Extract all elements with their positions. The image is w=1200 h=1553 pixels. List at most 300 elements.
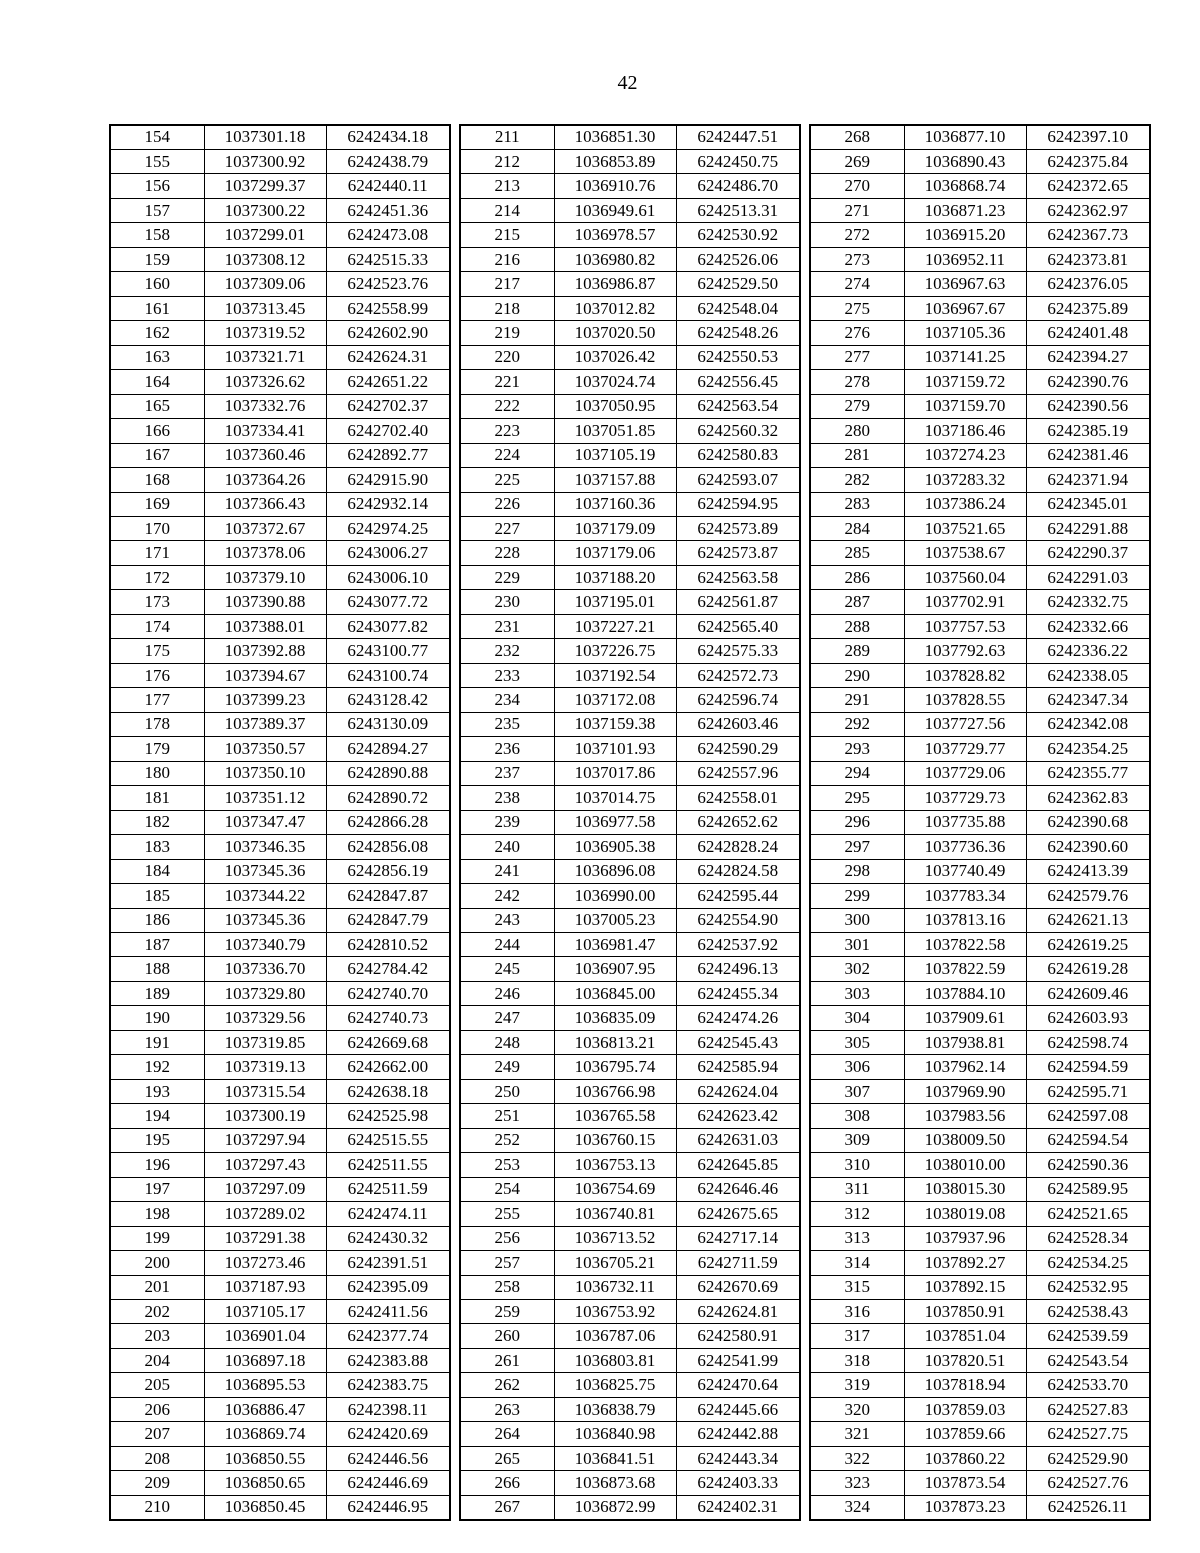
table-row — [810, 1300, 1150, 1324]
point-number-cell: 182 — [110, 810, 204, 834]
point-number-cell: 277 — [810, 345, 904, 369]
x-coordinate-cell: 1037379.10 — [204, 565, 326, 589]
table-row — [110, 688, 450, 712]
y-coordinate-cell: 6242932.14 — [326, 492, 450, 516]
x-coordinate-cell: 1037560.04 — [904, 565, 1026, 589]
table-row — [810, 1202, 1150, 1226]
y-coordinate-cell: 6242290.37 — [1026, 541, 1150, 565]
y-coordinate-cell: 6242856.19 — [326, 859, 450, 883]
table-row — [110, 859, 450, 883]
y-coordinate-cell: 6242593.07 — [676, 468, 800, 492]
page-number: 42 — [617, 72, 638, 94]
table-row — [110, 517, 450, 541]
y-coordinate-cell: 6242377.74 — [326, 1324, 450, 1348]
table-row — [460, 1471, 800, 1495]
point-number-cell: 179 — [110, 737, 204, 761]
point-number-cell: 292 — [810, 712, 904, 736]
x-coordinate-cell: 1036850.55 — [204, 1446, 326, 1470]
x-coordinate-cell: 1037983.56 — [904, 1104, 1026, 1128]
x-coordinate-cell: 1036713.52 — [554, 1226, 676, 1250]
y-coordinate-cell: 6242447.51 — [676, 125, 800, 149]
x-coordinate-cell: 1036901.04 — [204, 1324, 326, 1348]
table-row — [460, 1153, 800, 1177]
y-coordinate-cell: 6242915.90 — [326, 468, 450, 492]
y-coordinate-cell: 6242595.71 — [1026, 1079, 1150, 1103]
point-number-cell: 174 — [110, 614, 204, 638]
y-coordinate-cell: 6242390.76 — [1026, 370, 1150, 394]
table-row — [110, 932, 450, 956]
x-coordinate-cell: 1036850.65 — [204, 1471, 326, 1495]
point-number-cell: 178 — [110, 712, 204, 736]
y-coordinate-cell: 6242527.83 — [1026, 1397, 1150, 1421]
table-row — [810, 688, 1150, 712]
y-coordinate-cell: 6242598.74 — [1026, 1030, 1150, 1054]
y-coordinate-cell: 6243077.82 — [326, 614, 450, 638]
point-number-cell: 311 — [810, 1177, 904, 1201]
point-number-cell: 155 — [110, 149, 204, 173]
point-number-cell: 193 — [110, 1079, 204, 1103]
point-number-cell: 307 — [810, 1079, 904, 1103]
y-coordinate-cell: 6242438.79 — [326, 149, 450, 173]
point-number-cell: 304 — [810, 1006, 904, 1030]
y-coordinate-cell: 6242533.70 — [1026, 1373, 1150, 1397]
x-coordinate-cell: 1037873.23 — [904, 1495, 1026, 1519]
y-coordinate-cell: 6242381.46 — [1026, 443, 1150, 467]
table-row — [110, 1006, 450, 1030]
x-coordinate-cell: 1036753.92 — [554, 1300, 676, 1324]
y-coordinate-cell: 6242580.83 — [676, 443, 800, 467]
x-coordinate-cell: 1037813.16 — [904, 908, 1026, 932]
y-coordinate-cell: 6242474.11 — [326, 1202, 450, 1226]
table-row — [110, 761, 450, 785]
y-coordinate-cell: 6242740.73 — [326, 1006, 450, 1030]
x-coordinate-cell: 1037969.90 — [904, 1079, 1026, 1103]
point-number-cell: 299 — [810, 884, 904, 908]
point-number-cell: 280 — [810, 419, 904, 443]
x-coordinate-cell: 1037297.94 — [204, 1128, 326, 1152]
table-row — [810, 737, 1150, 761]
point-number-cell: 255 — [460, 1202, 554, 1226]
point-number-cell: 298 — [810, 859, 904, 883]
coordinate-table-1 — [109, 124, 451, 1521]
x-coordinate-cell: 1036787.06 — [554, 1324, 676, 1348]
point-number-cell: 270 — [810, 174, 904, 198]
x-coordinate-cell: 1037186.46 — [904, 419, 1026, 443]
table-row — [810, 1275, 1150, 1299]
table-row — [460, 737, 800, 761]
table-row — [460, 517, 800, 541]
point-number-cell: 283 — [810, 492, 904, 516]
y-coordinate-cell: 6242291.88 — [1026, 517, 1150, 541]
table-row — [110, 810, 450, 834]
table-row — [460, 174, 800, 198]
x-coordinate-cell: 1037392.88 — [204, 639, 326, 663]
point-number-cell: 189 — [110, 981, 204, 1005]
table-row — [810, 247, 1150, 271]
point-number-cell: 214 — [460, 198, 554, 222]
x-coordinate-cell: 1036851.30 — [554, 125, 676, 149]
coordinate-tables — [109, 124, 1151, 1521]
point-number-cell: 322 — [810, 1446, 904, 1470]
table-row — [810, 1397, 1150, 1421]
x-coordinate-cell: 1037020.50 — [554, 321, 676, 345]
point-number-cell: 184 — [110, 859, 204, 883]
table-row — [460, 247, 800, 271]
point-number-cell: 231 — [460, 614, 554, 638]
table-row — [460, 810, 800, 834]
y-coordinate-cell: 6242362.83 — [1026, 786, 1150, 810]
point-number-cell: 262 — [460, 1373, 554, 1397]
y-coordinate-cell: 6242401.48 — [1026, 321, 1150, 345]
x-coordinate-cell: 1037729.73 — [904, 786, 1026, 810]
point-number-cell: 176 — [110, 663, 204, 687]
table-row — [810, 614, 1150, 638]
point-number-cell: 218 — [460, 296, 554, 320]
y-coordinate-cell: 6242527.76 — [1026, 1471, 1150, 1495]
x-coordinate-cell: 1036760.15 — [554, 1128, 676, 1152]
x-coordinate-cell: 1037308.12 — [204, 247, 326, 271]
y-coordinate-cell: 6242573.89 — [676, 517, 800, 541]
y-coordinate-cell: 6242590.29 — [676, 737, 800, 761]
x-coordinate-cell: 1037283.32 — [904, 468, 1026, 492]
x-coordinate-cell: 1037757.53 — [904, 614, 1026, 638]
x-coordinate-cell: 1036980.82 — [554, 247, 676, 271]
y-coordinate-cell: 6242375.89 — [1026, 296, 1150, 320]
x-coordinate-cell: 1036753.13 — [554, 1153, 676, 1177]
point-number-cell: 313 — [810, 1226, 904, 1250]
y-coordinate-cell: 6242662.00 — [326, 1055, 450, 1079]
x-coordinate-cell: 1036845.00 — [554, 981, 676, 1005]
point-number-cell: 199 — [110, 1226, 204, 1250]
x-coordinate-cell: 1037159.70 — [904, 394, 1026, 418]
y-coordinate-cell: 6242486.70 — [676, 174, 800, 198]
x-coordinate-cell: 1037859.03 — [904, 1397, 1026, 1421]
point-number-cell: 232 — [460, 639, 554, 663]
x-coordinate-cell: 1036910.76 — [554, 174, 676, 198]
table-row — [110, 247, 450, 271]
x-coordinate-cell: 1036886.47 — [204, 1397, 326, 1421]
y-coordinate-cell: 6242890.88 — [326, 761, 450, 785]
point-number-cell: 253 — [460, 1153, 554, 1177]
y-coordinate-cell: 6242609.46 — [1026, 981, 1150, 1005]
point-number-cell: 242 — [460, 884, 554, 908]
point-number-cell: 187 — [110, 932, 204, 956]
y-coordinate-cell: 6242602.90 — [326, 321, 450, 345]
x-coordinate-cell: 1037340.79 — [204, 932, 326, 956]
point-number-cell: 180 — [110, 761, 204, 785]
table-row — [810, 639, 1150, 663]
point-number-cell: 250 — [460, 1079, 554, 1103]
x-coordinate-cell: 1036840.98 — [554, 1422, 676, 1446]
point-number-cell: 185 — [110, 884, 204, 908]
table-row — [810, 884, 1150, 908]
point-number-cell: 209 — [110, 1471, 204, 1495]
x-coordinate-cell: 1037299.37 — [204, 174, 326, 198]
point-number-cell: 191 — [110, 1030, 204, 1054]
point-number-cell: 235 — [460, 712, 554, 736]
y-coordinate-cell: 6242342.08 — [1026, 712, 1150, 736]
point-number-cell: 194 — [110, 1104, 204, 1128]
table-row — [460, 321, 800, 345]
table-row — [810, 174, 1150, 198]
x-coordinate-cell: 1036838.79 — [554, 1397, 676, 1421]
y-coordinate-cell: 6242411.56 — [326, 1300, 450, 1324]
y-coordinate-cell: 6242430.32 — [326, 1226, 450, 1250]
point-number-cell: 291 — [810, 688, 904, 712]
y-coordinate-cell: 6242450.75 — [676, 149, 800, 173]
point-number-cell: 302 — [810, 957, 904, 981]
y-coordinate-cell: 6242623.42 — [676, 1104, 800, 1128]
y-coordinate-cell: 6242866.28 — [326, 810, 450, 834]
y-coordinate-cell: 6242603.46 — [676, 712, 800, 736]
x-coordinate-cell: 1036765.58 — [554, 1104, 676, 1128]
point-number-cell: 211 — [460, 125, 554, 149]
point-number-cell: 215 — [460, 223, 554, 247]
table-row — [810, 1006, 1150, 1030]
y-coordinate-cell: 6242619.28 — [1026, 957, 1150, 981]
table-row — [460, 1300, 800, 1324]
x-coordinate-cell: 1036841.51 — [554, 1446, 676, 1470]
x-coordinate-cell: 1036871.23 — [904, 198, 1026, 222]
x-coordinate-cell: 1037350.57 — [204, 737, 326, 761]
table-row — [460, 1422, 800, 1446]
y-coordinate-cell: 6242631.03 — [676, 1128, 800, 1152]
point-number-cell: 238 — [460, 786, 554, 810]
table-row — [810, 1495, 1150, 1519]
y-coordinate-cell: 6242828.24 — [676, 835, 800, 859]
x-coordinate-cell: 1037188.20 — [554, 565, 676, 589]
table-row — [460, 908, 800, 932]
point-number-cell: 254 — [460, 1177, 554, 1201]
x-coordinate-cell: 1037005.23 — [554, 908, 676, 932]
y-coordinate-cell: 6242527.75 — [1026, 1422, 1150, 1446]
point-number-cell: 212 — [460, 149, 554, 173]
x-coordinate-cell: 1037828.82 — [904, 663, 1026, 687]
x-coordinate-cell: 1037012.82 — [554, 296, 676, 320]
table-row — [460, 565, 800, 589]
x-coordinate-cell: 1036825.75 — [554, 1373, 676, 1397]
point-number-cell: 161 — [110, 296, 204, 320]
x-coordinate-cell: 1037332.76 — [204, 394, 326, 418]
point-number-cell: 160 — [110, 272, 204, 296]
point-number-cell: 259 — [460, 1300, 554, 1324]
y-coordinate-cell: 6242442.88 — [676, 1422, 800, 1446]
x-coordinate-cell: 1038015.30 — [904, 1177, 1026, 1201]
y-coordinate-cell: 6242580.91 — [676, 1324, 800, 1348]
table-row — [460, 1495, 800, 1519]
table-row — [460, 688, 800, 712]
x-coordinate-cell: 1037850.91 — [904, 1300, 1026, 1324]
y-coordinate-cell: 6242445.66 — [676, 1397, 800, 1421]
x-coordinate-cell: 1037538.67 — [904, 541, 1026, 565]
x-coordinate-cell: 1036915.20 — [904, 223, 1026, 247]
y-coordinate-cell: 6242391.51 — [326, 1251, 450, 1275]
y-coordinate-cell: 6242383.88 — [326, 1348, 450, 1372]
y-coordinate-cell: 6242740.70 — [326, 981, 450, 1005]
table-row — [460, 272, 800, 296]
table-row — [810, 1128, 1150, 1152]
x-coordinate-cell: 1037319.85 — [204, 1030, 326, 1054]
y-coordinate-cell: 6242390.56 — [1026, 394, 1150, 418]
table-row — [460, 761, 800, 785]
point-number-cell: 318 — [810, 1348, 904, 1372]
y-coordinate-cell: 6242597.08 — [1026, 1104, 1150, 1128]
y-coordinate-cell: 6242511.55 — [326, 1153, 450, 1177]
x-coordinate-cell: 1036978.57 — [554, 223, 676, 247]
point-number-cell: 201 — [110, 1275, 204, 1299]
y-coordinate-cell: 6242434.18 — [326, 125, 450, 149]
table-row — [110, 1226, 450, 1250]
x-coordinate-cell: 1037172.08 — [554, 688, 676, 712]
table-row — [110, 272, 450, 296]
table-row — [810, 1153, 1150, 1177]
table-row — [110, 492, 450, 516]
x-coordinate-cell: 1037192.54 — [554, 663, 676, 687]
table-row — [460, 1251, 800, 1275]
point-number-cell: 247 — [460, 1006, 554, 1030]
point-number-cell: 295 — [810, 786, 904, 810]
table-row — [460, 981, 800, 1005]
table-row — [110, 1153, 450, 1177]
table-row — [460, 859, 800, 883]
point-number-cell: 205 — [110, 1373, 204, 1397]
y-coordinate-cell: 6243130.09 — [326, 712, 450, 736]
table-row — [810, 419, 1150, 443]
table-row — [810, 394, 1150, 418]
point-number-cell: 312 — [810, 1202, 904, 1226]
y-coordinate-cell: 6242624.31 — [326, 345, 450, 369]
table-row — [810, 125, 1150, 149]
point-number-cell: 248 — [460, 1030, 554, 1054]
point-number-cell: 177 — [110, 688, 204, 712]
x-coordinate-cell: 1037141.25 — [904, 345, 1026, 369]
x-coordinate-cell: 1037101.93 — [554, 737, 676, 761]
y-coordinate-cell: 6242354.25 — [1026, 737, 1150, 761]
table-row — [460, 1446, 800, 1470]
y-coordinate-cell: 6242558.99 — [326, 296, 450, 320]
table-row — [110, 639, 450, 663]
x-coordinate-cell: 1037345.36 — [204, 859, 326, 883]
y-coordinate-cell: 6243100.74 — [326, 663, 450, 687]
point-number-cell: 297 — [810, 835, 904, 859]
point-number-cell: 286 — [810, 565, 904, 589]
y-coordinate-cell: 6242474.26 — [676, 1006, 800, 1030]
x-coordinate-cell: 1037297.09 — [204, 1177, 326, 1201]
point-number-cell: 245 — [460, 957, 554, 981]
x-coordinate-cell: 1037346.35 — [204, 835, 326, 859]
point-number-cell: 308 — [810, 1104, 904, 1128]
point-number-cell: 240 — [460, 835, 554, 859]
x-coordinate-cell: 1037892.27 — [904, 1251, 1026, 1275]
point-number-cell: 282 — [810, 468, 904, 492]
x-coordinate-cell: 1038009.50 — [904, 1128, 1026, 1152]
table-row — [810, 981, 1150, 1005]
table-row — [810, 321, 1150, 345]
x-coordinate-cell: 1037227.21 — [554, 614, 676, 638]
point-number-cell: 239 — [460, 810, 554, 834]
table-row — [460, 541, 800, 565]
x-coordinate-cell: 1036853.89 — [554, 149, 676, 173]
table-row — [810, 541, 1150, 565]
y-coordinate-cell: 6242548.26 — [676, 321, 800, 345]
x-coordinate-cell: 1037300.92 — [204, 149, 326, 173]
table-row — [110, 125, 450, 149]
table-row — [460, 1275, 800, 1299]
point-number-cell: 196 — [110, 1153, 204, 1177]
table-row — [110, 1300, 450, 1324]
table-row — [460, 614, 800, 638]
table-row — [110, 786, 450, 810]
y-coordinate-cell: 6242596.74 — [676, 688, 800, 712]
x-coordinate-cell: 1037329.56 — [204, 1006, 326, 1030]
table-row — [460, 884, 800, 908]
y-coordinate-cell: 6242541.99 — [676, 1348, 800, 1372]
x-coordinate-cell: 1037319.52 — [204, 321, 326, 345]
y-coordinate-cell: 6242824.58 — [676, 859, 800, 883]
x-coordinate-cell: 1037050.95 — [554, 394, 676, 418]
point-number-cell: 163 — [110, 345, 204, 369]
x-coordinate-cell: 1037873.54 — [904, 1471, 1026, 1495]
point-number-cell: 320 — [810, 1397, 904, 1421]
table-row — [810, 663, 1150, 687]
y-coordinate-cell: 6242572.73 — [676, 663, 800, 687]
y-coordinate-cell: 6242373.81 — [1026, 247, 1150, 271]
table-row — [460, 1030, 800, 1054]
y-coordinate-cell: 6243006.27 — [326, 541, 450, 565]
x-coordinate-cell: 1037159.38 — [554, 712, 676, 736]
table-row — [110, 565, 450, 589]
y-coordinate-cell: 6243100.77 — [326, 639, 450, 663]
y-coordinate-cell: 6242355.77 — [1026, 761, 1150, 785]
x-coordinate-cell: 1036705.21 — [554, 1251, 676, 1275]
point-number-cell: 165 — [110, 394, 204, 418]
point-number-cell: 306 — [810, 1055, 904, 1079]
y-coordinate-cell: 6242624.04 — [676, 1079, 800, 1103]
x-coordinate-cell: 1036803.81 — [554, 1348, 676, 1372]
point-number-cell: 190 — [110, 1006, 204, 1030]
y-coordinate-cell: 6242362.97 — [1026, 198, 1150, 222]
point-number-cell: 278 — [810, 370, 904, 394]
table-row — [810, 517, 1150, 541]
table-row — [110, 1055, 450, 1079]
point-number-cell: 164 — [110, 370, 204, 394]
point-number-cell: 237 — [460, 761, 554, 785]
y-coordinate-cell: 6242521.65 — [1026, 1202, 1150, 1226]
x-coordinate-cell: 1037736.36 — [904, 835, 1026, 859]
point-number-cell: 293 — [810, 737, 904, 761]
x-coordinate-cell: 1036907.95 — [554, 957, 676, 981]
y-coordinate-cell: 6242563.54 — [676, 394, 800, 418]
y-coordinate-cell: 6242347.34 — [1026, 688, 1150, 712]
y-coordinate-cell: 6242383.75 — [326, 1373, 450, 1397]
y-coordinate-cell: 6242446.69 — [326, 1471, 450, 1495]
point-number-cell: 206 — [110, 1397, 204, 1421]
y-coordinate-cell: 6242638.18 — [326, 1079, 450, 1103]
table-row — [460, 296, 800, 320]
x-coordinate-cell: 1037822.59 — [904, 957, 1026, 981]
point-number-cell: 229 — [460, 565, 554, 589]
point-number-cell: 316 — [810, 1300, 904, 1324]
y-coordinate-cell: 6242550.53 — [676, 345, 800, 369]
x-coordinate-cell: 1037326.62 — [204, 370, 326, 394]
point-number-cell: 243 — [460, 908, 554, 932]
table-row — [110, 1128, 450, 1152]
y-coordinate-cell: 6242594.59 — [1026, 1055, 1150, 1079]
table-row — [810, 198, 1150, 222]
x-coordinate-cell: 1037300.22 — [204, 198, 326, 222]
y-coordinate-cell: 6242413.39 — [1026, 859, 1150, 883]
y-coordinate-cell: 6242534.25 — [1026, 1251, 1150, 1275]
